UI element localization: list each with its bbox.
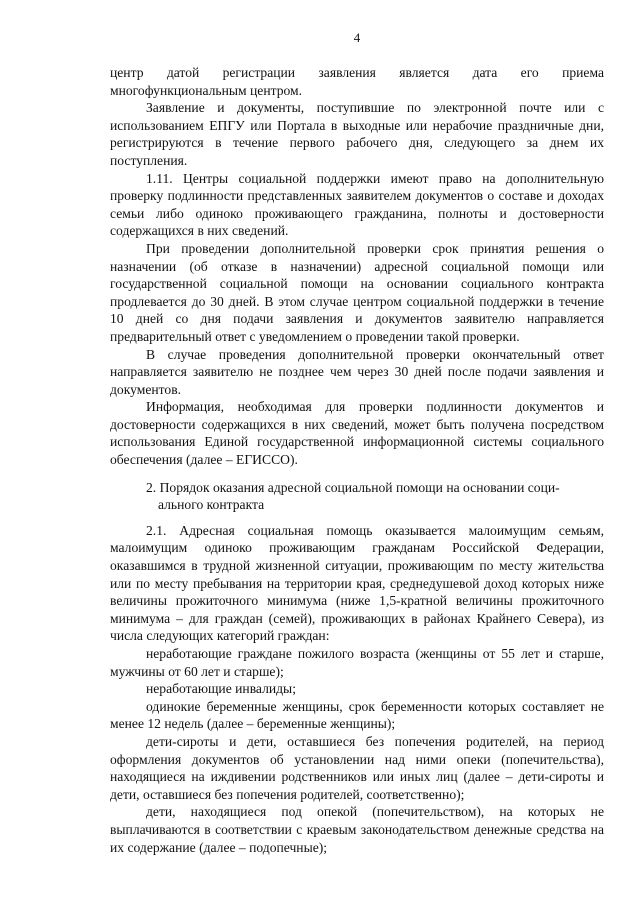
list-item: дети, находящиеся под опекой (попечительством), на которых не выплачиваются в соответствии с краевым законодательством денежные средства на их содержание (далее – подопечные);	[110, 804, 604, 855]
list-item: дети-сироты и дети, оставшиеся без попечения родителей, на период оформления документов об установлении над ними опеки (попечительства), находящиеся на иждивении родственников или иных лиц (далее – дети-сироты и дети, оставшиеся без попечения родителей, соответственно);	[110, 733, 604, 802]
page-number: 4	[353, 30, 361, 45]
section-heading-line2: ального контракта	[158, 497, 265, 513]
paragraph: Информация, необходимая для проверки подлинности документов и достоверности содержащихся в них сведений, может быть получена посредством использования Единой государственной информационной системы социального обеспечения (далее – ЕГИССО).	[110, 399, 604, 468]
section-heading	[110, 479, 604, 514]
paragraph: 2.1. Адресная социальная помощь оказывается малоимущим семьям, малоимущим одиноко проживающим гражданам Российской Федерации, оказавшимся в трудной жизненной ситуации, проживающим по месту жительства или по месту пребывания на территории края, среднедушевой доход которых ниже величины прожиточного минимума (ниже 1,5-кратной величины прожиточного минимума – для граждан (семей), проживающих в районах Крайнего Севера), из числа следующих категорий граждан:	[110, 522, 604, 644]
paragraph: При проведении дополнительной проверки срок принятия решения о назначении (об отказе в назначении) адресной социальной помощи или государственной социальной помощи на основании социального контракта продлевается до 30 дней. В этом случае центром социальной поддержки в течение 10 дней со дня подачи заявления и документов заявителю направляется предварительный ответ с уведомлением о проведении такой проверки.	[110, 240, 604, 344]
paragraph: 1.11. Центры социальной поддержки имеют право на дополнительную проверку подлинности представленных заявителем документов о составе и доходах семьи либо одиноко проживающего гражданина, полноты и достоверности содержащихся в них сведений.	[110, 170, 604, 239]
section-heading-line1: 2. Порядок оказания адресной социальной помощи на основании соци-	[146, 479, 560, 495]
document-page	[110, 30, 604, 856]
list-item: неработающие граждане пожилого возраста (женщины от 55 лет и старше, мужчины от 60 лет и старше);	[110, 646, 604, 679]
list-item: неработающие инвалиды;	[146, 681, 296, 697]
paragraph: Заявление и документы, поступившие по электронной почте или с использованием ЕПГУ или Портала в выходные или нерабочие праздничные дни, регистрируются в течение первого рабочего дня, следующего за днем их поступления.	[110, 100, 604, 168]
list-item: одинокие беременные женщины, срок беременности которых составляет не менее 12 недель (далее – беременные женщины);	[110, 698, 604, 732]
paragraph: В случае проведения дополнительной проверки окончательный ответ направляется заявителю не позднее чем через 30 дней после подачи заявления и документов.	[110, 346, 604, 397]
paragraph: центр датой регистрации заявления является дата его приема многофункциональным центром.	[110, 65, 604, 98]
